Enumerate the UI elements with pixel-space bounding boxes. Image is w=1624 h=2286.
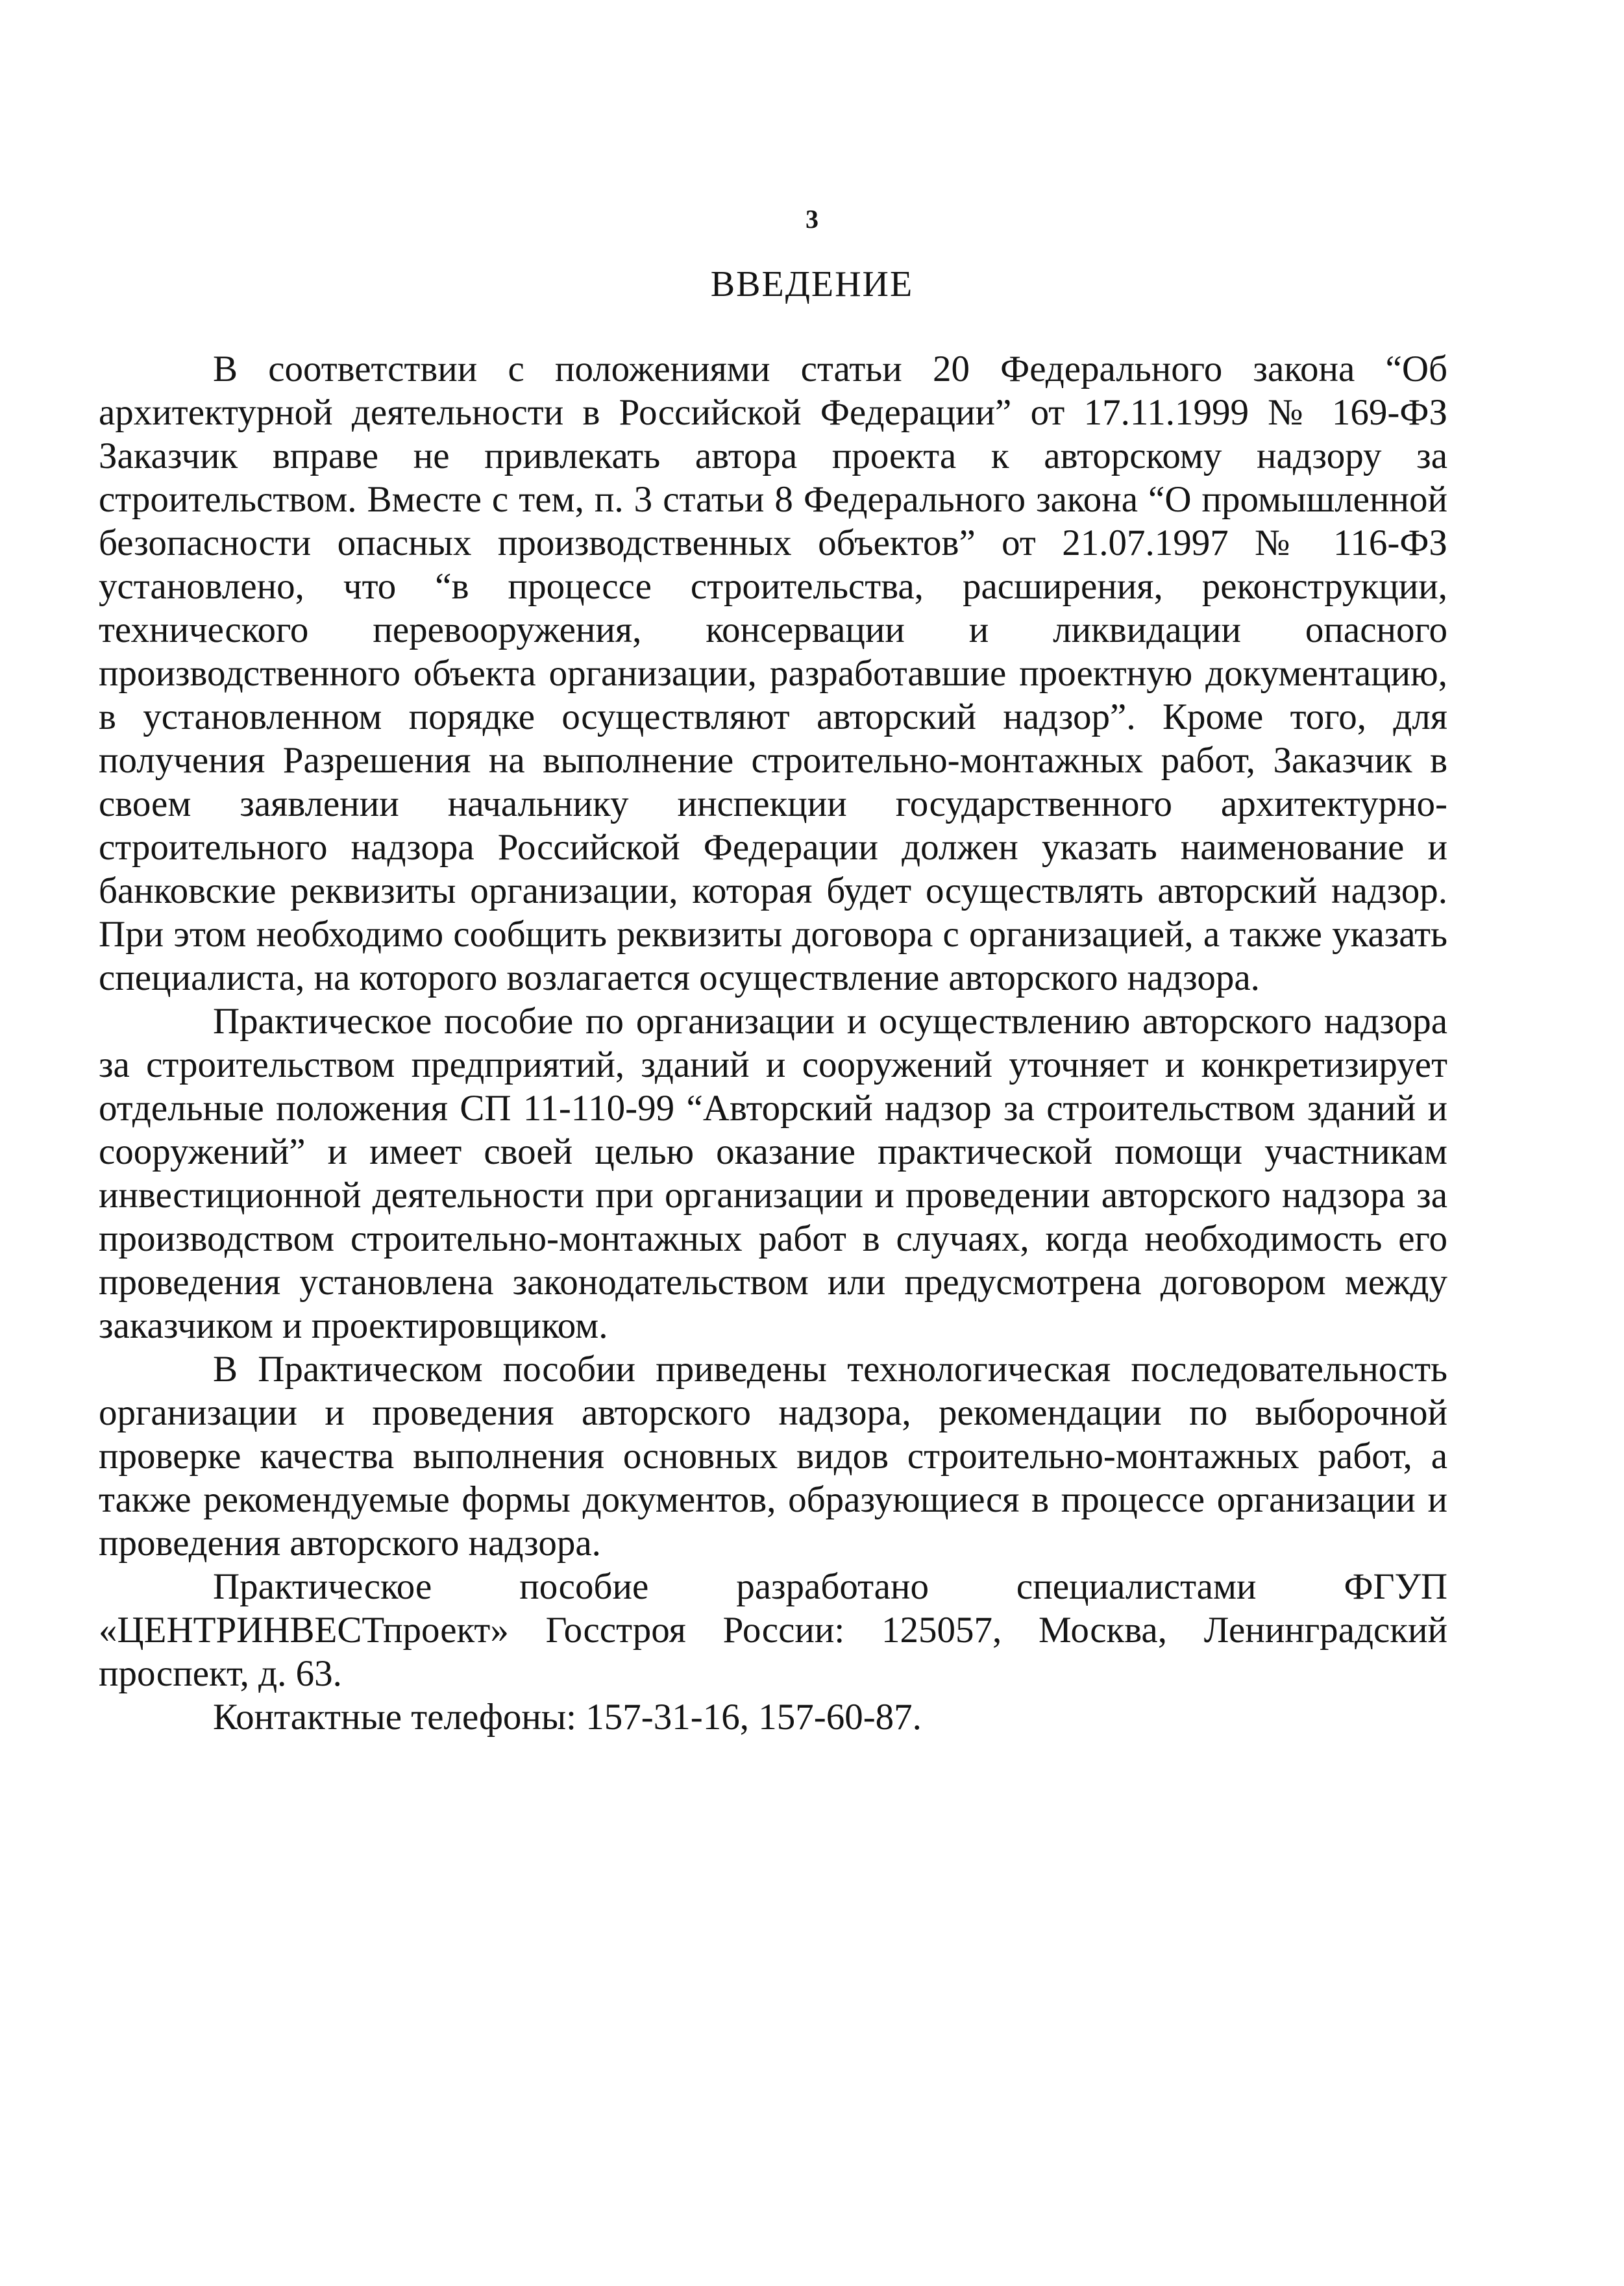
paragraph-legal-basis: В соответствии с положениями статьи 20 Федерального закона “Об архитектурной деятельности в Российской Федерации” от 17.11.1999 № 169-ФЗ Заказчик вправе не привлекать автора проекта к авторскому надзору за строительством. Вместе с тем, п. 3 статьи 8 Федерального закона “О промышленной безопасности опасных производственных объектов” от 21.07.1997 № 116-ФЗ установлено, что “в процессе строительства, расширения, реконструкции, технического перевооружения, консервации и ликвидации опасного производственного объекта организации, разработавшие проектную документацию, в установленном порядке осуществляют авторский надзор”. Кроме того, для получения Разрешения на выполнение строительно-монтажных работ, Заказчик в своем заявлении начальнику инспекции государственного архитектурно-строительного надзора Российской Федерации должен указать наименование и банковские реквизиты организации, которая будет осуществлять авторский надзор. При этом необходимо сообщить реквизиты договора с организацией, а также указать специалиста, на которого возлагается осуществление авторского надзора. xyxy=(99,349,1447,998)
paragraph-developer: Практическое пособие разработано специалистами ФГУП «ЦЕНТРИНВЕСТпроект» Госстроя России: 125057, Москва, Ленинградский проспект, д. 63. xyxy=(99,1566,1447,1694)
paragraph-purpose: Практическое пособие по организации и осуществлению авторского надзора за строительством предприятий, зданий и сооружений уточняет и конкретизирует отдельные положения СП 11-110-99 “Авторский надзор за строительством зданий и сооружений” и имеет своей целью оказание практической помощи участникам инвестиционной деятельности при организации и проведении авторского надзора за производством строительно-монтажных работ в случаях, когда необходимость его проведения установлена законодательством или предусмотрена договором между заказчиком и проектировщиком. xyxy=(99,1001,1447,1346)
page-number: 3 xyxy=(806,204,818,234)
paragraph-contents: В Практическом пособии приведены технологическая последовательность организации и проведения авторского надзора, рекомендации по выборочной проверке качества выполнения основных видов строительно-монтажных работ, а также рекомендуемые формы документов, образующиеся в процессе организации и проведения авторского надзора. xyxy=(99,1349,1447,1564)
paragraph-contacts: Контактные телефоны: 157-31-16, 157-60-87. xyxy=(213,1697,922,1738)
section-heading: ВВЕДЕНИЕ xyxy=(710,264,914,304)
document-body xyxy=(99,347,1447,1739)
